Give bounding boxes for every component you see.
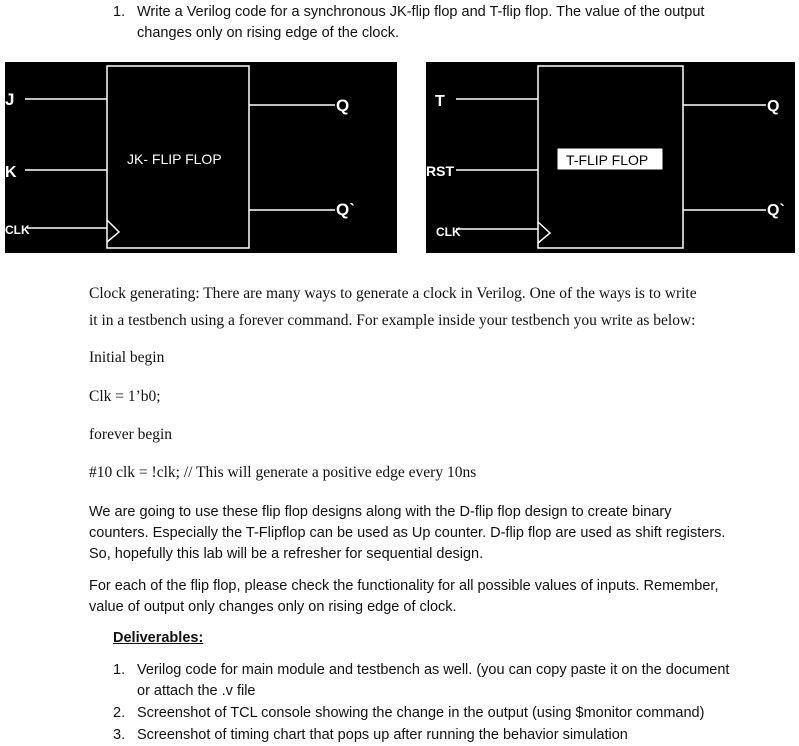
list-item-text: Screenshot of timing chart that pops up after running the behavior simulation: [137, 727, 628, 743]
jk-block-label: JK- FLIP FLOP: [127, 151, 222, 167]
clock-triangle: [538, 222, 550, 243]
code-line-toggle: #10 clk = !clk; // This will generate a positive edge every 10ns: [89, 464, 477, 481]
task-text: Write a Verilog code for a synchronous JK-flip flop and T-flip flop. The value of the output changes only on rising edge of the clock.: [137, 4, 705, 41]
q-label: Q: [336, 96, 350, 115]
qbar-label: Q`: [767, 202, 785, 219]
clock-intro-line-1: Clock generating: There are many ways to generate a clock in Verilog. One of the ways is to write: [89, 285, 697, 302]
t-flip-flop-diagram: [426, 62, 795, 253]
clock-triangle: [107, 220, 119, 242]
list-item-number: 2.: [113, 705, 126, 721]
list-item-text: Verilog code for main module and testbench as well. (you can copy paste it on the document or attach the .v file: [137, 662, 730, 699]
paragraph-counters: We are going to use these flip flop designs along with the D-flip flop design to create binary counters. Especially the T-Flipflop can be used as Up counter. D-flip flop are used as shift registers. So, hopefully this lab will be a refresher for sequential design.: [89, 504, 726, 562]
qbar-label: Q`: [336, 200, 355, 219]
code-line-initial: Initial begin: [89, 349, 165, 366]
deliverables-list: [113, 660, 753, 746]
deliverables-title: Deliverables:: [113, 630, 204, 646]
code-line-forever: forever begin: [89, 426, 173, 443]
jk-flip-flop-diagram: [5, 62, 397, 253]
q-label: Q: [767, 98, 780, 115]
paragraph-check-functionality: For each of the flip flop, please check the functionality for all possible values of inputs. Remember, value of output only changes only on rising edge of clock.: [89, 578, 719, 615]
code-line-clk-init: Clk = 1’b0;: [89, 388, 161, 405]
rst-label: RST: [426, 163, 454, 179]
t-block-label: T-FLIP FLOP: [566, 152, 649, 168]
list-item: [113, 703, 753, 724]
list-item: [113, 725, 753, 746]
clock-intro-line-2: it in a testbench using a forever command. For example inside your testbench you write as below:: [89, 312, 696, 329]
t-label: T: [435, 93, 445, 110]
clk-label: CLK: [436, 225, 461, 239]
task-number: 1.: [113, 4, 126, 20]
list-item-number: 1.: [113, 662, 126, 678]
k-label: K: [5, 164, 17, 181]
clk-label: CLK: [5, 223, 30, 237]
list-item-number: 3.: [113, 727, 126, 743]
list-item-text: Screenshot of TCL console showing the change in the output (using $monitor command): [137, 705, 705, 721]
j-label: J: [5, 90, 15, 109]
list-item: [113, 660, 753, 702]
